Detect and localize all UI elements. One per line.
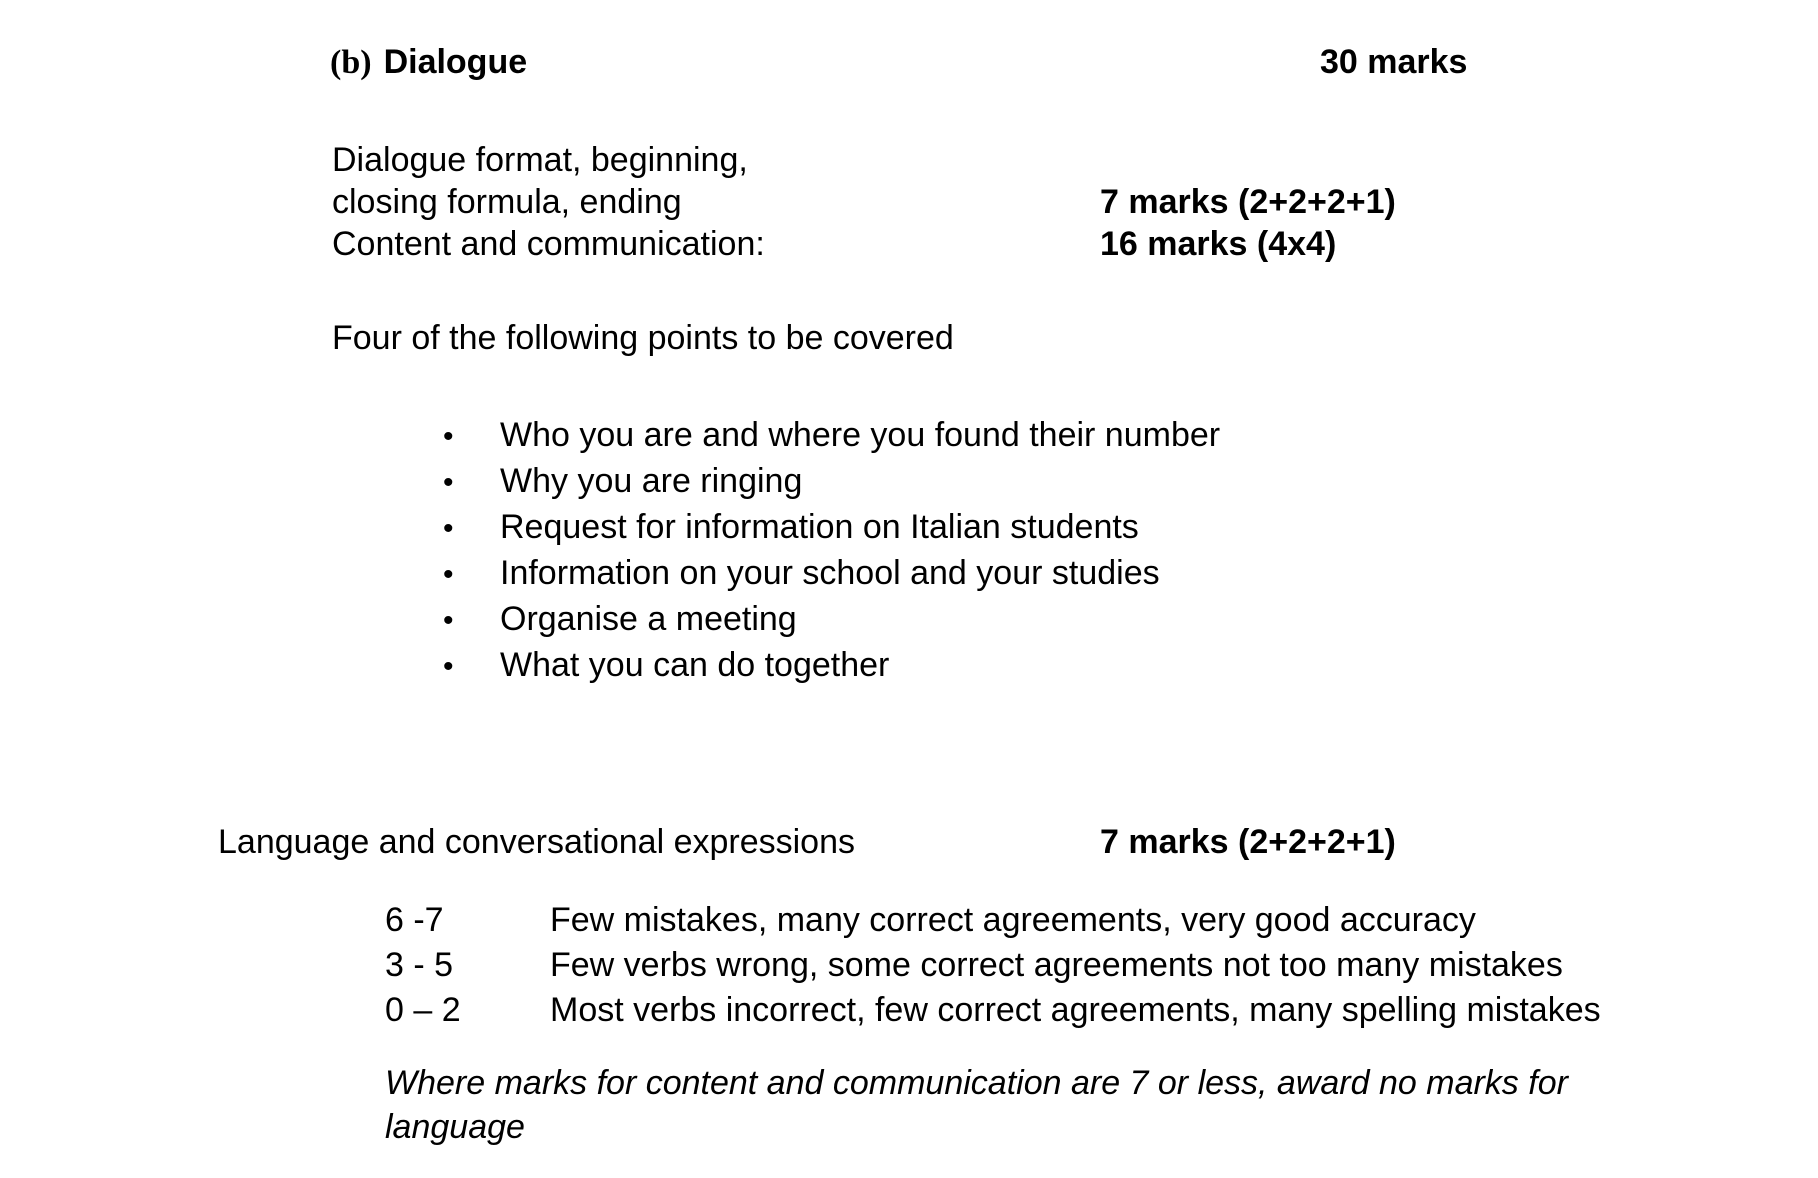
- band-range: 6 -7: [385, 901, 444, 939]
- section-title: Dialogue: [383, 43, 528, 81]
- bullet-icon: •: [443, 558, 454, 591]
- format-criteria-line2: closing formula, ending: [332, 183, 682, 221]
- bullet-icon: •: [443, 466, 454, 499]
- language-note-line2: language: [385, 1108, 525, 1146]
- points-intro: Four of the following points to be covered: [332, 319, 954, 357]
- bullet-item: [443, 553, 1160, 594]
- language-note-line1: Where marks for content and communication are 7 or less, award no marks for: [385, 1064, 1568, 1102]
- bullet-item: [443, 507, 1139, 548]
- total-marks: 30 marks: [1320, 43, 1468, 81]
- band-range: 0 – 2: [385, 991, 461, 1029]
- format-criteria-line1: Dialogue format, beginning,: [332, 141, 748, 179]
- bullet-text: Request for information on Italian students: [500, 508, 1139, 546]
- bullet-text: What you can do together: [500, 646, 890, 684]
- bullet-text: Why you are ringing: [500, 462, 803, 500]
- band-description: Most verbs incorrect, few correct agreements, many spelling mistakes: [550, 991, 1601, 1029]
- bullet-icon: •: [443, 650, 454, 683]
- bullet-text: Information on your school and your studies: [500, 554, 1160, 592]
- bullet-item: [443, 599, 797, 640]
- bullet-icon: •: [443, 604, 454, 637]
- content-criteria-label: Content and communication:: [332, 225, 765, 263]
- format-criteria-marks: 7 marks (2+2+2+1): [1100, 183, 1396, 221]
- bullet-item: [443, 645, 889, 686]
- band-range: 3 - 5: [385, 946, 454, 984]
- content-criteria-marks: 16 marks (4x4): [1100, 225, 1337, 263]
- band-description: Few mistakes, many correct agreements, very good accuracy: [550, 901, 1476, 939]
- bullet-text: Organise a meeting: [500, 600, 797, 638]
- bullet-icon: •: [443, 512, 454, 545]
- language-criteria-marks: 7 marks (2+2+2+1): [1100, 823, 1396, 861]
- bullet-item: [443, 461, 802, 502]
- bullet-text: Who you are and where you found their number: [500, 416, 1221, 454]
- bullet-icon: •: [443, 420, 454, 453]
- section-heading: [330, 42, 527, 84]
- bullet-item: [443, 415, 1220, 456]
- section-letter: (b): [330, 44, 372, 81]
- band-description: Few verbs wrong, some correct agreements not too many mistakes: [550, 946, 1563, 984]
- language-criteria-label: Language and conversational expressions: [218, 823, 856, 861]
